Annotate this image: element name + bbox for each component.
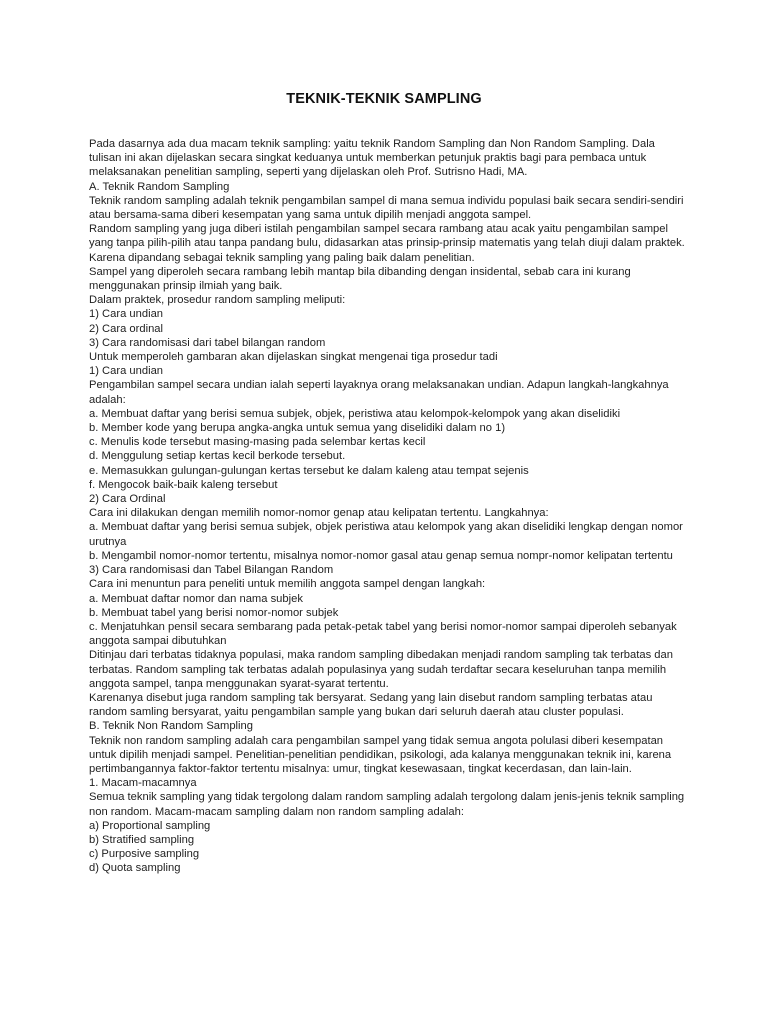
heading-non-random-sampling: B. Teknik Non Random Sampling [89, 720, 253, 733]
paragraph: Sampel yang diperoleh secara rambang lebih mantap bila dibanding dengan insidental, sebab cara ini kurang menggunakan prinsip ilmiah yang baik. [89, 265, 631, 293]
document-title: TEKNIK-TEKNIK SAMPLING [286, 91, 482, 107]
subheading: 1) Cara undian [89, 365, 164, 378]
list-item: d) Quota sampling [89, 862, 181, 875]
list-item: c. Menulis kode tersebut masing-masing pada selembar kertas kecil [89, 436, 426, 449]
paragraph: Cara ini dilakukan dengan memilih nomor-nomor genap atau kelipatan tertentu. Langkahnya: [89, 507, 549, 520]
list-item: e. Memasukkan gulungan-gulungan kertas tersebut ke dalam kaleng atau tempat sejenis [89, 464, 529, 477]
list-item: b. Membuat tabel yang berisi nomor-nomor subjek [89, 606, 339, 619]
list-item: a) Proportional sampling [89, 819, 211, 832]
list-item: a. Membuat daftar nomor dan nama subjek [89, 592, 303, 605]
paragraph-intro: Pada dasarnya ada dua macam teknik sampling: yaitu teknik Random Sampling dan Non Random Sampling. Dala tulisan ini akan dijelaskan secara singkat keduanya untuk memberkan petunjuk praktis bagi para pembaca untuk melaksanakan penelitian sampling, seperti yang dijelaskan oleh Prof. Sutrisno Hadi, MA. [89, 138, 655, 179]
list-item: f. Mengocok baik-baik kaleng tersebut [89, 478, 278, 491]
paragraph: Dalam praktek, prosedur random sampling meliputi: [89, 294, 346, 307]
heading-random-sampling: A. Teknik Random Sampling [89, 180, 230, 193]
list-item: c. Menjatuhkan pensil secara sembarang pada petak-petak tabel yang berisi nomor-nomor sampai diperoleh sebanyak anggota sampai dibutuhkan [89, 620, 677, 648]
list-item: 2) Cara ordinal [89, 322, 163, 335]
paragraph: Teknik random sampling adalah teknik pengambilan sampel di mana semua individu populasi baik secara sendiri-sendiri atau bersama-sama diberi kesempatan yang sama untuk dipilih menjadi anggota sampel. [89, 194, 684, 222]
paragraph: Untuk memperoleh gambaran akan dijelaskan singkat mengenai tiga prosedur tadi [89, 351, 498, 364]
list-item: a. Membuat daftar yang berisi semua subjek, objek, peristiwa atau kelompok-kelompok yang akan diselidiki [89, 407, 621, 420]
paragraph: Ditinjau dari terbatas tidaknya populasi, maka random sampling dibedakan menjadi random sampling tak terbatas dan terbatas. Random sampling tak terbatas adalah populasinya yang sudah terdaftar secara keseluruhan tanpa memilih anggota sampel, tanpa menggunakan syarat-syarat tertentu. [89, 649, 673, 690]
paragraph: Semua teknik sampling yang tidak tergolong dalam random sampling adalah tergolong dalam jenis-jenis teknik sampling non random. Macam-macam sampling dalam non random sampling adalah: [89, 791, 685, 818]
list-item: b. Mengambil nomor-nomor tertentu, misalnya nomor-nomor gasal atau genap semua nompr-nomor kelipatan tertentu [89, 549, 673, 562]
list-item: d. Menggulung setiap kertas kecil berkode tersebut. [89, 450, 346, 463]
list-item: b. Member kode yang berupa angka-angka untuk semua yang diselidiki dalam no 1) [89, 422, 506, 435]
list-item: 1) Cara undian [89, 308, 164, 321]
subheading: 1. Macam-macamnya [89, 777, 197, 790]
document-body [89, 137, 689, 876]
paragraph: Teknik non random sampling adalah cara pengambilan sampel yang tidak semua angota polulasi diberi kesempatan untuk dipilih menjadi sampel. Penelitian-penelitian pendidikan, psikologi, ada kalanya menggunakan teknik ini, karena pertimbangannya faktor-faktor tertentu misalnya: umur, tingkat kesewasaan, tingkat kecerdasan, dan lain-lain. [89, 734, 672, 775]
list-item: 3) Cara randomisasi dari tabel bilangan random [89, 336, 326, 349]
list-item: b) Stratified sampling [89, 833, 195, 846]
paragraph: Pengambilan sampel secara undian ialah seperti layaknya orang melaksanakan undian. Adapun langkah-langkahnya adalah: [89, 379, 669, 406]
list-item: c) Purposive sampling [89, 848, 200, 861]
subheading: 3) Cara randomisasi dan Tabel Bilangan Random [89, 564, 334, 577]
subheading: 2) Cara Ordinal [89, 493, 166, 506]
paragraph: Random sampling yang juga diberi istilah pengambilan sampel secara rambang atau acak yaitu pengambilan sampel yang tanpa pilih-pilih atau tanpa pandang bulu, didasarkan atas prinsip-prinsip matematis yang telah diuji dalam praktek. Karena dipandang sebagai teknik sampling yang paling baik dalam penelitian. [89, 223, 685, 264]
list-item: a. Membuat daftar yang berisi semua subjek, objek peristiwa atau kelompok yang akan diselidiki lengkap dengan nomor urutnya [89, 521, 683, 548]
paragraph: Cara ini menuntun para peneliti untuk memilih anggota sampel dengan langkah: [89, 578, 486, 591]
paragraph: Karenanya disebut juga random sampling tak bersyarat. Sedang yang lain disebut random sampling terbatas atau random samling bersyarat, yaitu pengambilan sample yang bukan dari seluruh daerah atau cluster populasi. [89, 691, 653, 719]
